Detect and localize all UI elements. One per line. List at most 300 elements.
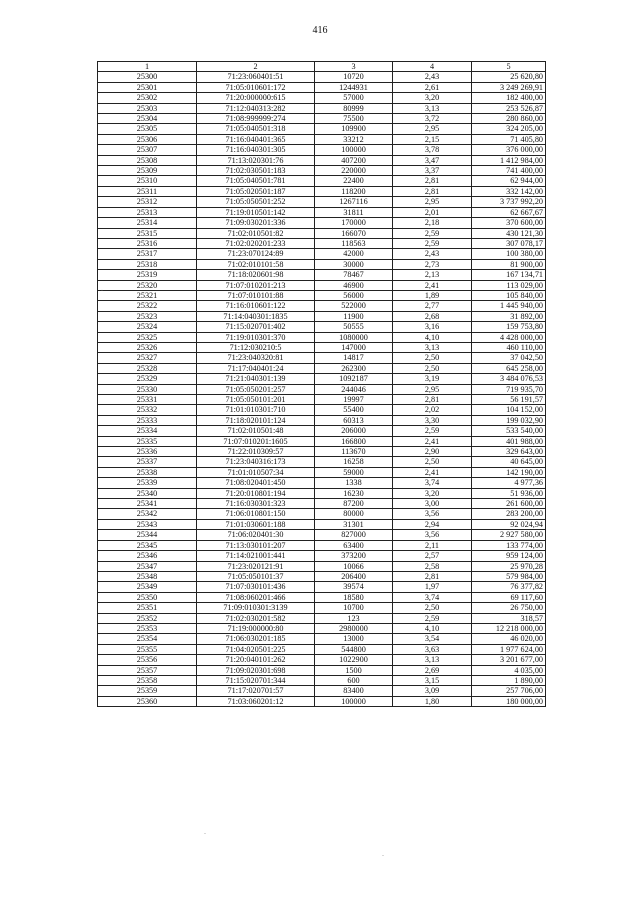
table-cell: 25312 [98, 197, 197, 207]
table-cell: 18580 [315, 592, 393, 602]
table-cell: 71:20:000000:615 [197, 93, 315, 103]
table-cell: 166070 [315, 228, 393, 238]
table-row [98, 166, 546, 176]
table-row [98, 363, 546, 373]
table-cell: 71:05:050101:201 [197, 395, 315, 405]
table-cell: 206000 [315, 426, 393, 436]
table-row [98, 186, 546, 196]
table-cell: 3,13 [393, 103, 472, 113]
data-table [97, 61, 546, 707]
table-cell: 1500 [315, 665, 393, 675]
table-cell: 118563 [315, 238, 393, 248]
table-cell: 10720 [315, 72, 393, 82]
table-cell: 2,95 [393, 384, 472, 394]
table-cell: 16230 [315, 488, 393, 498]
table-cell: 71:12:030210:5 [197, 342, 315, 352]
table-row [98, 623, 546, 633]
table-row [98, 571, 546, 581]
table-cell: 25305 [98, 124, 197, 134]
table-row [98, 301, 546, 311]
table-cell: 3,09 [393, 686, 472, 696]
table-cell: 25309 [98, 166, 197, 176]
table-cell: 3 249 269,91 [472, 82, 546, 92]
table-row [98, 499, 546, 509]
table-cell: 31 892,00 [472, 311, 546, 321]
table-cell: 4 977,36 [472, 478, 546, 488]
table-cell: 3,19 [393, 374, 472, 384]
table-cell: 2,50 [393, 353, 472, 363]
table-cell: 71:16:040301:305 [197, 145, 315, 155]
table-cell: 14817 [315, 353, 393, 363]
table-cell: 25358 [98, 675, 197, 685]
table-row [98, 311, 546, 321]
table-cell: 71:21:040301:139 [197, 374, 315, 384]
table-cell: 25355 [98, 644, 197, 654]
table-body [98, 72, 546, 707]
table-row [98, 603, 546, 613]
table-cell: 25335 [98, 436, 197, 446]
table-row [98, 270, 546, 280]
table-cell: 25351 [98, 603, 197, 613]
table-cell: 1080000 [315, 332, 393, 342]
table-cell: 81 900,00 [472, 259, 546, 269]
table-row [98, 426, 546, 436]
table-cell: 25343 [98, 519, 197, 529]
table-cell: 3,74 [393, 592, 472, 602]
table-row [98, 218, 546, 228]
table-cell: 1 412 984,00 [472, 155, 546, 165]
table-cell: 142 190,00 [472, 467, 546, 477]
scan-mark: - [382, 853, 384, 859]
table-row [98, 613, 546, 623]
table-cell: 2,50 [393, 457, 472, 467]
table-cell: 2,41 [393, 436, 472, 446]
table-cell: 1267116 [315, 197, 393, 207]
table-row [98, 124, 546, 134]
table-cell: 19997 [315, 395, 393, 405]
table-cell: 104 152,00 [472, 405, 546, 415]
table-cell: 3 201 677,00 [472, 655, 546, 665]
table-cell: 25308 [98, 155, 197, 165]
table-cell: 71:04:020501:225 [197, 644, 315, 654]
table-cell: 2,41 [393, 280, 472, 290]
table-row [98, 197, 546, 207]
table-cell: 10066 [315, 561, 393, 571]
table-cell: 71:14:040301:1835 [197, 311, 315, 321]
table-cell: 42000 [315, 249, 393, 259]
table-cell: 25317 [98, 249, 197, 259]
table-row [98, 561, 546, 571]
table-cell: 3,13 [393, 342, 472, 352]
table-cell: 71:09:010301:3139 [197, 603, 315, 613]
table-cell: 719 935,70 [472, 384, 546, 394]
table-row [98, 342, 546, 352]
table-cell: 25354 [98, 634, 197, 644]
table-cell: 71:19:010501:142 [197, 207, 315, 217]
table-cell: 25324 [98, 322, 197, 332]
table-cell: 71:02:010501:82 [197, 228, 315, 238]
table-row [98, 509, 546, 519]
table-cell: 25346 [98, 551, 197, 561]
table-cell: 25306 [98, 134, 197, 144]
table-cell: 133 774,00 [472, 540, 546, 550]
table-cell: 25315 [98, 228, 197, 238]
table-row [98, 145, 546, 155]
table-cell: 401 988,00 [472, 436, 546, 446]
table-cell: 71:20:010801:194 [197, 488, 315, 498]
table-cell: 2,81 [393, 571, 472, 581]
table-cell: 2,59 [393, 426, 472, 436]
table-row [98, 93, 546, 103]
table-cell: 4,10 [393, 332, 472, 342]
table-cell: 100000 [315, 696, 393, 706]
table-cell: 3,20 [393, 488, 472, 498]
table-cell: 71:09:020301:698 [197, 665, 315, 675]
table-row [98, 405, 546, 415]
table-cell: 159 753,80 [472, 322, 546, 332]
table-cell: 71:05:050101:37 [197, 571, 315, 581]
table-cell: 3,30 [393, 415, 472, 425]
table-cell: 33212 [315, 134, 393, 144]
table-cell: 959 124,00 [472, 551, 546, 561]
table-row [98, 249, 546, 259]
table-row [98, 592, 546, 602]
table-row [98, 176, 546, 186]
table-cell: 71:22:010309:57 [197, 447, 315, 457]
table-cell: 71:01:010301:710 [197, 405, 315, 415]
table-cell: 261 600,00 [472, 499, 546, 509]
table-cell: 71:17:020701:57 [197, 686, 315, 696]
table-cell: 25352 [98, 613, 197, 623]
table-cell: 206400 [315, 571, 393, 581]
table-row [98, 207, 546, 217]
table-cell: 3,16 [393, 322, 472, 332]
table-row [98, 353, 546, 363]
table-cell: 2,43 [393, 249, 472, 259]
table-cell: 71:03:060201:12 [197, 696, 315, 706]
table-cell: 244046 [315, 384, 393, 394]
table-cell: 25325 [98, 332, 197, 342]
table-cell: 25337 [98, 457, 197, 467]
table-cell: 182 400,00 [472, 93, 546, 103]
table-cell: 71:06:020401:30 [197, 530, 315, 540]
table-cell: 1,80 [393, 696, 472, 706]
table-cell: 25360 [98, 696, 197, 706]
table-cell: 71:16:040401:365 [197, 134, 315, 144]
table-cell: 71:16:010601:122 [197, 301, 315, 311]
table-cell: 71:13:030101:207 [197, 540, 315, 550]
table-cell: 1 977 624,00 [472, 644, 546, 654]
table-row [98, 478, 546, 488]
table-row [98, 467, 546, 477]
table-row [98, 634, 546, 644]
table-cell: 3,78 [393, 145, 472, 155]
table-cell: 71:08:020401:450 [197, 478, 315, 488]
table-cell: 69 117,60 [472, 592, 546, 602]
table-row [98, 447, 546, 457]
table-cell: 113 029,00 [472, 280, 546, 290]
table-cell: 40 645,00 [472, 457, 546, 467]
table-cell: 55400 [315, 405, 393, 415]
table-cell: 25310 [98, 176, 197, 186]
table-cell: 2,50 [393, 363, 472, 373]
table-cell: 3,00 [393, 499, 472, 509]
table-cell: 71:19:000000:80 [197, 623, 315, 633]
table-cell: 2,43 [393, 72, 472, 82]
table-cell: 3,15 [393, 675, 472, 685]
table-cell: 71:17:040401:24 [197, 363, 315, 373]
table-cell: 71:19:010301:370 [197, 332, 315, 342]
table-row [98, 374, 546, 384]
table-cell: 76 377,82 [472, 582, 546, 592]
table-cell: 3,20 [393, 93, 472, 103]
table-cell: 56 191,57 [472, 395, 546, 405]
table-cell: 25344 [98, 530, 197, 540]
table-cell: 118200 [315, 186, 393, 196]
table-cell: 262300 [315, 363, 393, 373]
table-row [98, 72, 546, 82]
table-cell: 460 110,00 [472, 342, 546, 352]
table-cell: 25301 [98, 82, 197, 92]
column-header-5: 5 [472, 62, 546, 72]
table-cell: 71:05:050501:252 [197, 197, 315, 207]
table-cell: 62 944,00 [472, 176, 546, 186]
table-cell: 329 643,00 [472, 447, 546, 457]
table-cell: 60313 [315, 415, 393, 425]
table-cell: 257 706,00 [472, 686, 546, 696]
table-cell: 26 750,00 [472, 603, 546, 613]
table-row [98, 415, 546, 425]
column-header-2: 2 [197, 62, 315, 72]
table-cell: 105 840,00 [472, 290, 546, 300]
table-cell: 25314 [98, 218, 197, 228]
table-cell: 280 860,00 [472, 114, 546, 124]
table-cell: 25330 [98, 384, 197, 394]
table-cell: 167 134,71 [472, 270, 546, 280]
table-cell: 2,59 [393, 613, 472, 623]
table-cell: 25338 [98, 467, 197, 477]
table-cell: 71:20:040101:262 [197, 655, 315, 665]
table-cell: 579 984,00 [472, 571, 546, 581]
table-cell: 25339 [98, 478, 197, 488]
table-row [98, 395, 546, 405]
table-cell: 1 890,00 [472, 675, 546, 685]
table-cell: 2,73 [393, 259, 472, 269]
table-cell: 544800 [315, 644, 393, 654]
table-cell: 1022900 [315, 655, 393, 665]
table-cell: 59000 [315, 467, 393, 477]
table-cell: 2,95 [393, 124, 472, 134]
table-row [98, 696, 546, 706]
table-cell: 25332 [98, 405, 197, 415]
table-cell: 1,97 [393, 582, 472, 592]
table-cell: 71:07:010201:213 [197, 280, 315, 290]
table-cell: 166800 [315, 436, 393, 446]
table-cell: 71:05:010601:172 [197, 82, 315, 92]
table-cell: 2,41 [393, 467, 472, 477]
table-row [98, 655, 546, 665]
table-cell: 71:07:010201:1605 [197, 436, 315, 446]
table-cell: 22400 [315, 176, 393, 186]
table-cell: 2,57 [393, 551, 472, 561]
table-cell: 12 218 000,00 [472, 623, 546, 633]
table-cell: 2,81 [393, 176, 472, 186]
table-cell: 25334 [98, 426, 197, 436]
table-cell: 307 078,17 [472, 238, 546, 248]
table-cell: 1092187 [315, 374, 393, 384]
column-header-1: 1 [98, 62, 197, 72]
table-cell: 3,47 [393, 155, 472, 165]
table-cell: 2,69 [393, 665, 472, 675]
table-cell: 31301 [315, 519, 393, 529]
table-cell: 13000 [315, 634, 393, 644]
table-cell: 370 600,00 [472, 218, 546, 228]
table-row [98, 644, 546, 654]
table-cell: 71:09:030201:336 [197, 218, 315, 228]
table-row [98, 530, 546, 540]
table-cell: 2,61 [393, 82, 472, 92]
table-cell: 25318 [98, 259, 197, 269]
table-cell: 170000 [315, 218, 393, 228]
table-cell: 376 000,00 [472, 145, 546, 155]
table-cell: 25328 [98, 363, 197, 373]
table-cell: 25345 [98, 540, 197, 550]
table-cell: 25347 [98, 561, 197, 571]
table-row [98, 228, 546, 238]
table-cell: 71:15:020701:344 [197, 675, 315, 685]
table-cell: 78467 [315, 270, 393, 280]
table-cell: 2,59 [393, 228, 472, 238]
table-cell: 2,95 [393, 197, 472, 207]
table-row [98, 259, 546, 269]
table-cell: 62 667,67 [472, 207, 546, 217]
table-cell: 25327 [98, 353, 197, 363]
table-cell: 71:14:021001:441 [197, 551, 315, 561]
table-cell: 25340 [98, 488, 197, 498]
table-cell: 83400 [315, 686, 393, 696]
table-cell: 25316 [98, 238, 197, 248]
table-cell: 407200 [315, 155, 393, 165]
table-row [98, 238, 546, 248]
table-cell: 25 620,80 [472, 72, 546, 82]
table-cell: 4 428 000,00 [472, 332, 546, 342]
table-cell: 253 526,87 [472, 103, 546, 113]
table-cell: 220000 [315, 166, 393, 176]
table-cell: 324 205,00 [472, 124, 546, 134]
table-cell: 80000 [315, 509, 393, 519]
table-cell: 645 258,00 [472, 363, 546, 373]
table-cell: 2 927 580,00 [472, 530, 546, 540]
table-cell: 46900 [315, 280, 393, 290]
table-cell: 71:07:010101:88 [197, 290, 315, 300]
table-cell: 25321 [98, 290, 197, 300]
table-cell: 71:05:040501:318 [197, 124, 315, 134]
table-cell: 522000 [315, 301, 393, 311]
table-cell: 4 035,00 [472, 665, 546, 675]
table-cell: 283 200,00 [472, 509, 546, 519]
table-cell: 71:02:020201:233 [197, 238, 315, 248]
table-cell: 123 [315, 613, 393, 623]
table-cell: 25307 [98, 145, 197, 155]
column-header-4: 4 [393, 62, 472, 72]
table-row [98, 103, 546, 113]
table-cell: 2,18 [393, 218, 472, 228]
table-row [98, 457, 546, 467]
table-cell: 2,13 [393, 270, 472, 280]
table-cell: 25319 [98, 270, 197, 280]
table-cell: 11900 [315, 311, 393, 321]
table-cell: 25336 [98, 447, 197, 457]
table-row [98, 551, 546, 561]
table-cell: 71:05:020501:187 [197, 186, 315, 196]
table-cell: 3,74 [393, 478, 472, 488]
table-cell: 63400 [315, 540, 393, 550]
table-row [98, 540, 546, 550]
table-cell: 71:18:020601:98 [197, 270, 315, 280]
table-cell: 71:13:020301:76 [197, 155, 315, 165]
scan-mark: · [101, 288, 103, 294]
table-cell: 30000 [315, 259, 393, 269]
table-cell: 2,11 [393, 540, 472, 550]
table-cell: 71:01:030601:188 [197, 519, 315, 529]
table-cell: 92 024,94 [472, 519, 546, 529]
table-cell: 71:08:060201:466 [197, 592, 315, 602]
table-cell: 71 405,80 [472, 134, 546, 144]
table-cell: 1,89 [393, 290, 472, 300]
table-row [98, 82, 546, 92]
table-row [98, 290, 546, 300]
column-header-3: 3 [315, 62, 393, 72]
table-cell: 10700 [315, 603, 393, 613]
table-cell: 71:07:030101:436 [197, 582, 315, 592]
table-cell: 25304 [98, 114, 197, 124]
table-cell: 100000 [315, 145, 393, 155]
table-cell: 71:15:020701:402 [197, 322, 315, 332]
table-cell: 3,54 [393, 634, 472, 644]
table-cell: 25302 [98, 93, 197, 103]
table-cell: 46 020,00 [472, 634, 546, 644]
table-row [98, 675, 546, 685]
table-cell: 50555 [315, 322, 393, 332]
table-cell: 71:02:030501:183 [197, 166, 315, 176]
table-cell: 25 970,28 [472, 561, 546, 571]
table-cell: 4,10 [393, 623, 472, 633]
table-cell: 51 936,00 [472, 488, 546, 498]
table-cell: 71:23:040320:81 [197, 353, 315, 363]
table-cell: 25353 [98, 623, 197, 633]
table-cell: 71:23:060401:51 [197, 72, 315, 82]
table-cell: 71:05:050201:257 [197, 384, 315, 394]
table-row [98, 436, 546, 446]
table-cell: 37 042,50 [472, 353, 546, 363]
table-cell: 3 737 992,20 [472, 197, 546, 207]
table-cell: 3,56 [393, 530, 472, 540]
table-cell: 71:05:040501:781 [197, 176, 315, 186]
table-cell: 109900 [315, 124, 393, 134]
table-cell: 2,90 [393, 447, 472, 457]
table-cell: 71:08:999999:274 [197, 114, 315, 124]
table-header-row [98, 62, 546, 72]
table-cell: 25341 [98, 499, 197, 509]
table-cell: 25349 [98, 582, 197, 592]
table-row [98, 582, 546, 592]
table-cell: 57000 [315, 93, 393, 103]
table-cell: 318,57 [472, 613, 546, 623]
table-cell: 827000 [315, 530, 393, 540]
table-cell: 25357 [98, 665, 197, 675]
table-cell: 3,63 [393, 644, 472, 654]
table-cell: 1338 [315, 478, 393, 488]
